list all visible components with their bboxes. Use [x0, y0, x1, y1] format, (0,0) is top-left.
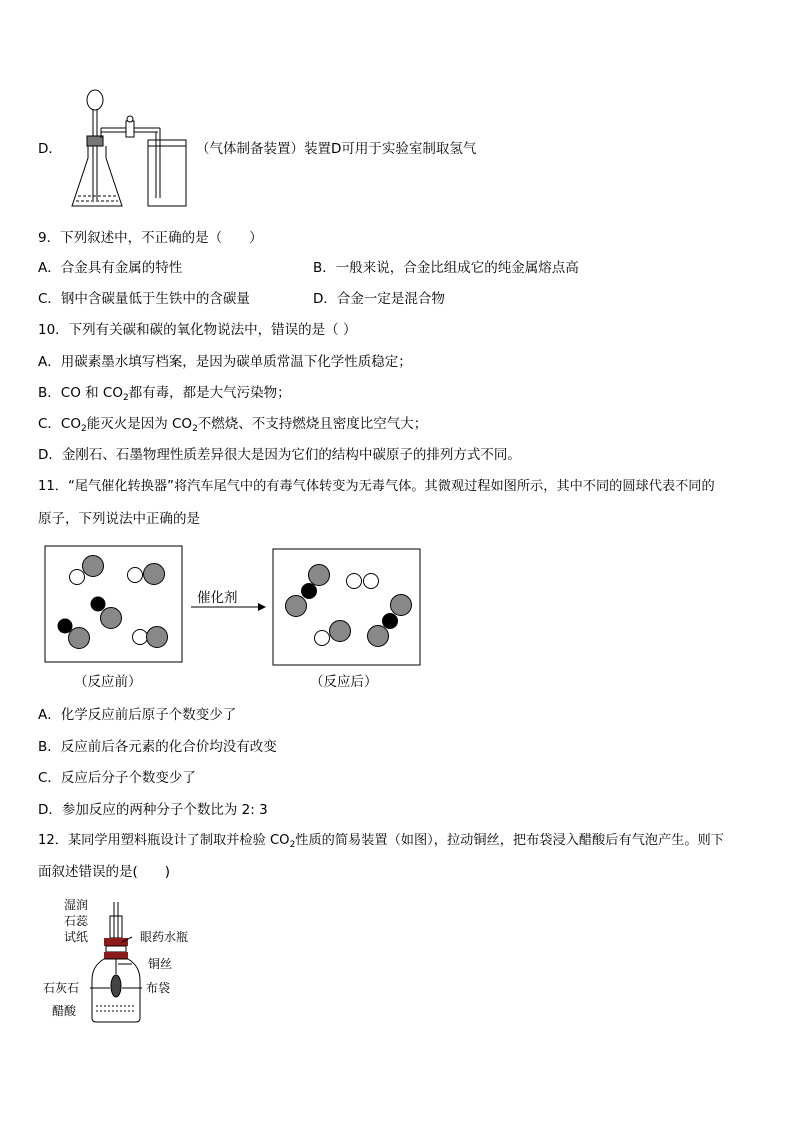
q9-option-b: B．一般来说，合金比组成它的纯金属熔点高 — [313, 260, 579, 276]
q11-option-a: A．化学反应前后原子个数变少了 — [38, 707, 237, 723]
q11-option-b: B．反应前后各元素的化合价均没有改变 — [38, 739, 277, 755]
q10-option-b: B．CO 和 $CO_2$都有毒，都是大气污染物； — [38, 385, 291, 403]
after-caption: （反应后） — [310, 674, 378, 690]
label-litmus: 石蕊 — [64, 914, 89, 928]
q10-stem: 10．下列有关碳和碳的氧化物说法中，错误的是（ ） — [38, 322, 357, 338]
arrow-label-catalyst: 催化剂 — [197, 590, 238, 606]
q9-stem: 9．下列叙述中，不正确的是（ ） — [38, 230, 263, 246]
label-cloth-bag: 布袋 — [146, 981, 171, 995]
q12-stem-line1: 12．某同学用塑料瓶设计了制取并检验 $CO_2$性质的简易装置（如图），拉动铜丝，把布袋浸入醋酸后有气泡产生。则下 — [38, 833, 724, 850]
label-moist: 湿润 — [64, 898, 89, 912]
q9-option-d: D．合金一定是混合物 — [313, 291, 445, 307]
after-molecules — [286, 565, 412, 647]
q10-option-d: D．金刚石、石墨物理性质差异很大是因为它们的结构中碳原子的排列方式不同。 — [38, 447, 521, 463]
q9-option-a: A．合金具有金属的特性 — [38, 260, 183, 276]
q9-option-c: C．钢中含碳量低于生铁中的含碳量 — [38, 291, 250, 307]
gas-generation-apparatus-icon — [68, 88, 198, 213]
before-caption: （反应前） — [74, 674, 142, 690]
q8-option-d-caption: （气体制备装置）装置D可用于实验室制取氢气 — [196, 141, 477, 157]
q12-stem-line2: 面叙述错误的是( ) — [38, 864, 171, 880]
label-acetic-acid: 醋酸 — [52, 1004, 77, 1018]
label-copper-wire: 铜丝 — [148, 957, 173, 971]
q10-option-a: A．用碳素墨水填写档案，是因为碳单质常温下化学性质稳定； — [38, 354, 412, 370]
q8-option-d-letter: D． — [38, 141, 62, 157]
q11-option-c: C．反应后分子个数变少了 — [38, 770, 196, 786]
q10-option-c: C．$CO_2$能灭火是因为 $CO_2$不燃烧、不支持燃烧且密度比空气大； — [38, 416, 428, 434]
before-molecules — [58, 556, 168, 649]
label-eyedrop-bottle: 眼药水瓶 — [140, 930, 189, 944]
label-paper: 试纸 — [64, 930, 89, 944]
co2-apparatus-icon — [88, 900, 148, 1025]
label-limestone: 石灰石 — [43, 981, 80, 995]
q11-stem-line2: 原子，下列说法中正确的是 — [38, 511, 200, 527]
q11-stem-line1: 11．“尾气催化转换器”将汽车尾气中的有毒气体转变为无毒气体。其微观过程如图所示，其中不同的圆球代表不同的 — [38, 479, 715, 494]
q11-option-d: D．参加反应的两种分子个数比为 2: 3 — [38, 802, 268, 818]
